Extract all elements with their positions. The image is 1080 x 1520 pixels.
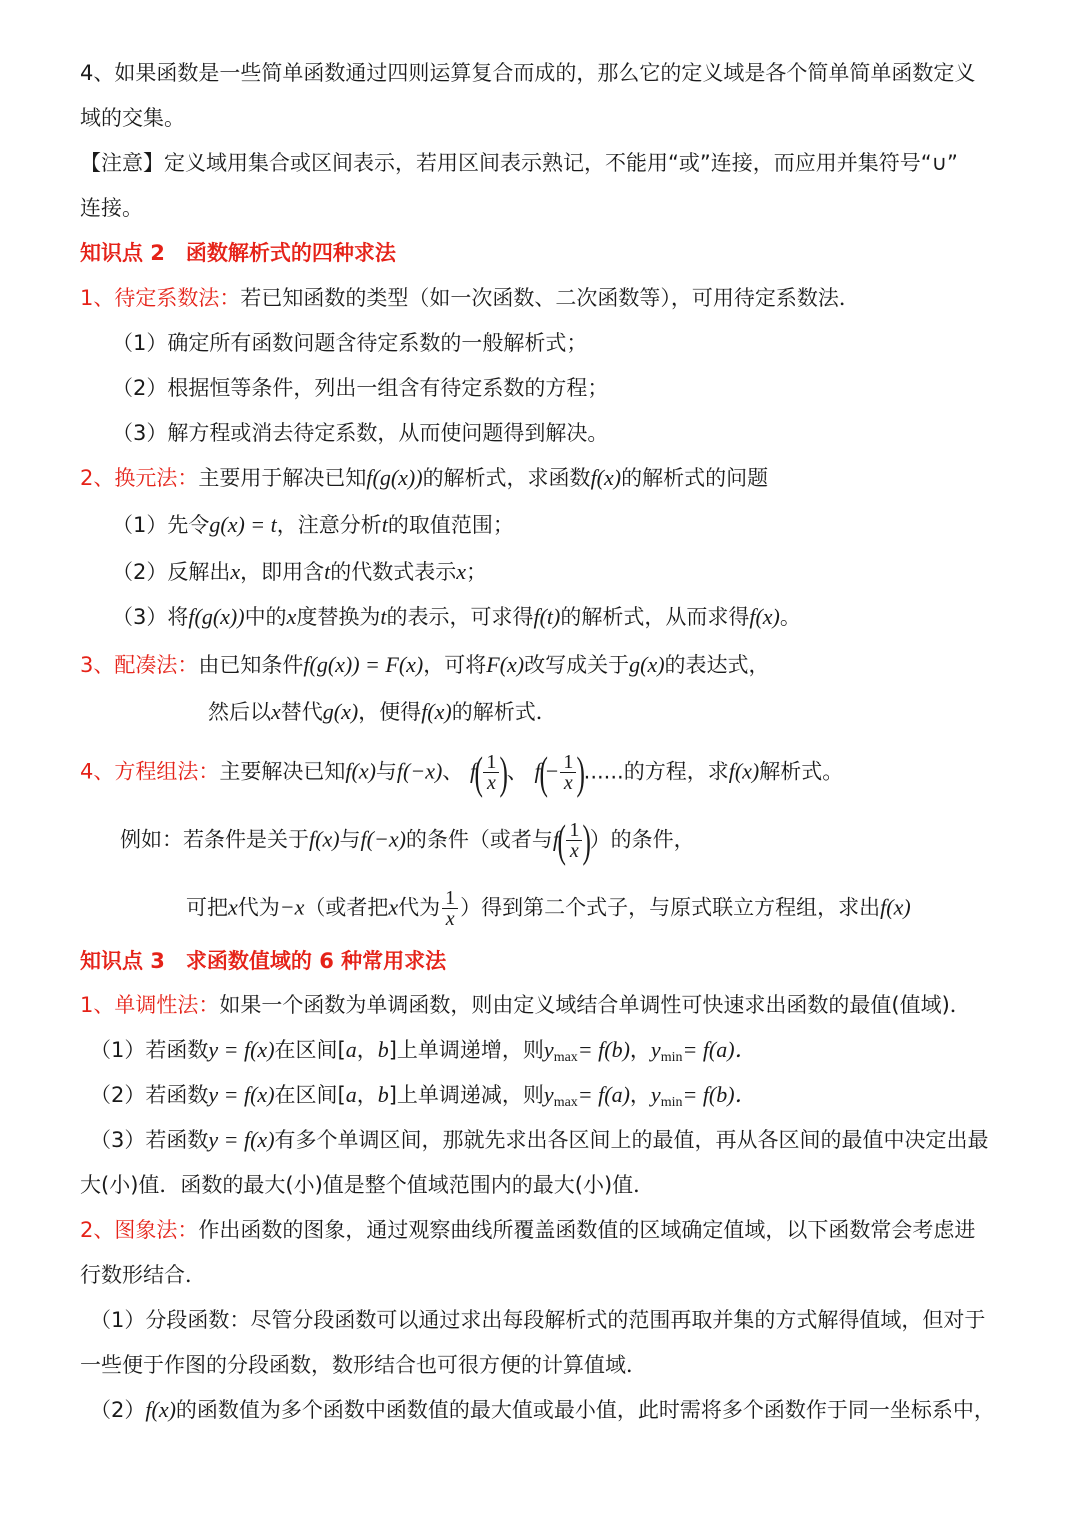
paragraph-line xyxy=(80,103,185,133)
step-line: （1）确定所有函数问题含待定系数的一般解析式； xyxy=(112,331,588,355)
method-text: 的解析式的问题 xyxy=(621,466,769,490)
math-expression: f(x) xyxy=(880,894,911,920)
note-text: 【注意】定义域用集合或区间表示，若用区间表示熟记，不能用“或”连接，而应用并集符号“∪” xyxy=(80,151,958,175)
math-expression: y xyxy=(650,1037,661,1062)
step-line: （2）根据恒等条件，列出一组含有待定系数的方程； xyxy=(112,376,609,400)
math-expression: f(x) xyxy=(345,758,376,784)
step-text: 度替换为 xyxy=(296,605,381,629)
method-text: 然后以 xyxy=(208,700,271,724)
math-expression: g(x) = t xyxy=(209,512,277,537)
method-line xyxy=(80,283,860,313)
step-text: 的取值范围； xyxy=(387,513,514,537)
step-text: 的代数式表示 xyxy=(330,560,457,584)
math-expression: f(x) xyxy=(309,826,340,852)
step-text: 的表示，可求得 xyxy=(386,605,534,629)
method-line xyxy=(208,697,557,727)
step-text: （3）若函数 xyxy=(90,1128,209,1152)
math-expression: = f(a) xyxy=(577,1082,630,1107)
method-colon: ： xyxy=(177,1218,199,1242)
paragraph-line xyxy=(80,58,975,88)
method-text: 替代 xyxy=(280,700,323,724)
method-colon: ： xyxy=(198,993,220,1017)
method-text: 、 xyxy=(506,759,528,784)
math-subscript: max xyxy=(553,1050,578,1065)
step-text: （3）将 xyxy=(112,605,189,629)
right-paren: ) xyxy=(499,746,509,798)
method-text: 与 xyxy=(375,759,397,784)
step-text: ]上单调递减，则 xyxy=(388,1083,544,1107)
fraction xyxy=(442,888,458,929)
math-expression: t xyxy=(380,604,387,629)
method-line xyxy=(80,650,770,680)
example-text: 与 xyxy=(339,827,361,852)
example-text: 代为 xyxy=(398,895,441,920)
paragraph-text: 4、如果函数是一些简单函数通过四则运算复合而成的，那么它的定义域是各个简单简单函数定义 xyxy=(80,61,976,85)
math-expression: f xyxy=(534,758,541,784)
fraction-numerator: 1 xyxy=(560,752,576,773)
method-line: 行数形结合． xyxy=(80,1263,206,1287)
method-label: 待定系数法 xyxy=(114,286,220,310)
method-text: ，便得 xyxy=(358,700,422,724)
math-subscript: min xyxy=(660,1050,683,1065)
step-line: 大(小)值．函数的最大(小)值是整个值域范围内的最大(小)值． xyxy=(80,1173,655,1197)
note-text: 连接。 xyxy=(80,196,143,220)
method-text: 的表达式， xyxy=(664,653,770,677)
method-text: 的解析式． xyxy=(451,700,557,724)
step-text: （2） xyxy=(90,1398,146,1422)
step-text: 有多个单调区间，那就先求出各区间上的最值，再从各区间的最值中决定出最 xyxy=(274,1128,989,1152)
method-line xyxy=(80,746,844,798)
math-expression: x xyxy=(286,604,297,629)
fraction-numerator: 1 xyxy=(483,752,499,773)
method-line xyxy=(80,990,971,1020)
method-text: 主要解决已知 xyxy=(219,759,346,784)
math-expression: −x xyxy=(279,894,305,920)
math-expression: F(x) xyxy=(486,652,525,677)
math-expression: a xyxy=(345,1037,357,1062)
left-paren: ( xyxy=(539,746,548,798)
step-text: ， xyxy=(629,1038,651,1062)
math-expression: y xyxy=(650,1082,661,1107)
math-expression: f(−x) xyxy=(396,758,443,784)
math-expression: y xyxy=(543,1037,554,1062)
left-paren: ( xyxy=(557,814,566,866)
method-text: ，可将 xyxy=(423,653,487,677)
method-label: 方程组法 xyxy=(114,759,199,784)
math-subscript: max xyxy=(553,1095,578,1110)
math-expression: t xyxy=(324,559,331,584)
step-text: ， xyxy=(356,1083,378,1107)
math-expression: f(x) xyxy=(421,699,452,724)
math-expression: = f(b)． xyxy=(682,1082,757,1107)
fraction-denominator: x xyxy=(486,772,496,794)
method-text: 主要用于解决已知 xyxy=(198,466,367,490)
math-expression: f(t) xyxy=(533,604,561,629)
method-label: 换元法 xyxy=(114,466,178,490)
step-text: ； xyxy=(466,560,488,584)
math-expression: b xyxy=(377,1082,389,1107)
fraction-denominator: x xyxy=(563,772,573,794)
step-text: ， xyxy=(356,1038,378,1062)
fraction-denominator: x xyxy=(569,840,579,862)
math-subscript: min xyxy=(660,1095,683,1110)
math-expression: = f(b) xyxy=(577,1037,630,1062)
minus-sign: − xyxy=(545,758,559,784)
fraction xyxy=(560,752,576,793)
example-text: 可把 xyxy=(186,895,228,920)
step-line xyxy=(90,1035,757,1073)
paragraph-text: 域的交集。 xyxy=(80,106,185,130)
right-paren: ) xyxy=(582,814,592,866)
method-colon: ： xyxy=(198,759,220,784)
step-line: 一些便于作图的分段函数，数形结合也可很方便的计算值域． xyxy=(80,1353,647,1377)
step-line xyxy=(90,1395,995,1425)
step-text: （2）反解出 xyxy=(112,560,231,584)
note-line xyxy=(80,193,143,223)
method-text: 解析式。 xyxy=(759,759,844,784)
step-text: 。 xyxy=(779,605,801,629)
method-number: 1、 xyxy=(80,993,115,1017)
step-line xyxy=(90,1125,989,1155)
step-line xyxy=(90,1080,757,1118)
math-expression: x xyxy=(456,559,467,584)
math-expression: b xyxy=(377,1037,389,1062)
step-text: （1）先令 xyxy=(112,513,210,537)
method-label: 配凑法 xyxy=(114,653,178,677)
section-heading: 知识点 3 求函数值域的 6 种常用求法 xyxy=(80,949,447,973)
example-text: 的条件（或者与 xyxy=(405,827,553,852)
math-expression: g(x) xyxy=(629,652,665,677)
math-expression: a xyxy=(345,1082,357,1107)
method-colon: ： xyxy=(219,286,241,310)
method-number: 1、 xyxy=(80,286,115,310)
step-text: 在区间[ xyxy=(274,1038,346,1062)
method-text: ......的方程，求 xyxy=(583,759,729,784)
step-text: ]上单调递增，则 xyxy=(388,1038,544,1062)
method-text: 由已知条件 xyxy=(198,653,304,677)
math-expression: y = f(x) xyxy=(208,1127,275,1152)
fraction-numerator: 1 xyxy=(442,888,458,909)
step-line xyxy=(112,510,514,540)
step-line xyxy=(112,602,801,632)
example-text: （或者把 xyxy=(304,895,389,920)
method-number: 4、 xyxy=(80,759,115,784)
math-expression: x xyxy=(271,699,281,724)
math-expression: f xyxy=(469,758,477,784)
method-text: 改写成关于 xyxy=(524,653,630,677)
method-number: 2、 xyxy=(80,1218,115,1242)
math-expression: = f(a)． xyxy=(682,1037,757,1062)
math-expression: t xyxy=(381,512,388,537)
step-text: ，即用含 xyxy=(240,560,325,584)
example-line xyxy=(120,814,695,866)
example-text: 例如：若条件是关于 xyxy=(120,827,309,852)
method-colon: ： xyxy=(177,653,199,677)
method-text: 的解析式，求函数 xyxy=(422,466,591,490)
step-text: 的解析式，从而求得 xyxy=(560,605,750,629)
step-text: 在区间[ xyxy=(274,1083,346,1107)
math-expression: f(x) xyxy=(145,1397,176,1422)
math-expression: f(x) xyxy=(728,758,760,784)
method-text: 、 xyxy=(442,759,464,784)
step-text: （2）若函数 xyxy=(90,1083,209,1107)
method-text: 如果一个函数为单调函数，则由定义域结合单调性可快速求出函数的最值(值域)． xyxy=(219,993,971,1017)
step-text: 中的 xyxy=(244,605,287,629)
math-expression: f(g(x)) = F(x) xyxy=(303,652,424,677)
method-number: 3、 xyxy=(80,653,115,677)
method-number: 2、 xyxy=(80,466,115,490)
method-line xyxy=(80,1215,975,1245)
section-heading: 知识点 2 函数解析式的四种求法 xyxy=(80,241,396,265)
step-line xyxy=(112,557,487,587)
fraction xyxy=(483,752,499,793)
math-expression: g(x) xyxy=(322,699,359,724)
note-line xyxy=(80,148,958,178)
math-expression: y = f(x) xyxy=(208,1037,275,1062)
step-text: ， xyxy=(629,1083,651,1107)
method-text: 若已知函数的类型（如一次函数、二次函数等），可用待定系数法． xyxy=(240,286,860,310)
step-line: （3）解方程或消去待定系数，从而使问题得到解决。 xyxy=(112,421,609,445)
math-expression: f xyxy=(552,826,560,852)
fraction-denominator: x xyxy=(445,908,455,930)
method-label: 图象法 xyxy=(114,1218,178,1242)
math-expression: f(g(x)) xyxy=(366,465,423,490)
math-expression: f(x) xyxy=(749,604,780,629)
math-expression: f(g(x)) xyxy=(188,604,245,629)
example-text: ）的条件， xyxy=(589,827,695,852)
fraction xyxy=(566,820,582,861)
math-expression: y xyxy=(543,1082,554,1107)
step-line: （1）分段函数：尽管分段函数可以通过求出每段解析式的范围再取并集的方式解得值域，但对于 xyxy=(90,1308,986,1332)
example-text: ）得到第二个式子，与原式联立方程组，求出 xyxy=(460,895,881,920)
method-label: 单调性法 xyxy=(114,993,199,1017)
math-expression: x xyxy=(230,559,241,584)
method-text: 作出函数的图象，通过观察曲线所覆盖函数值的区域确定值域，以下函数常会考虑进 xyxy=(198,1218,976,1242)
example-line xyxy=(186,888,911,929)
math-expression: x xyxy=(228,894,238,920)
step-text: ，注意分析 xyxy=(276,513,382,537)
math-expression: x xyxy=(388,894,399,920)
right-paren: ) xyxy=(576,746,586,798)
math-expression: y = f(x) xyxy=(208,1082,275,1107)
step-text: （1）若函数 xyxy=(90,1038,209,1062)
math-expression: f(x) xyxy=(590,465,622,490)
left-paren: ( xyxy=(474,746,483,798)
method-colon: ： xyxy=(177,466,199,490)
method-line xyxy=(80,463,768,493)
math-expression: f(−x) xyxy=(360,826,406,852)
step-text: 的函数值为多个函数中函数值的最大值或最小值，此时需将多个函数作于同一坐标系中， xyxy=(175,1398,995,1422)
example-text: 代为 xyxy=(237,895,280,920)
fraction-numerator: 1 xyxy=(566,820,582,841)
